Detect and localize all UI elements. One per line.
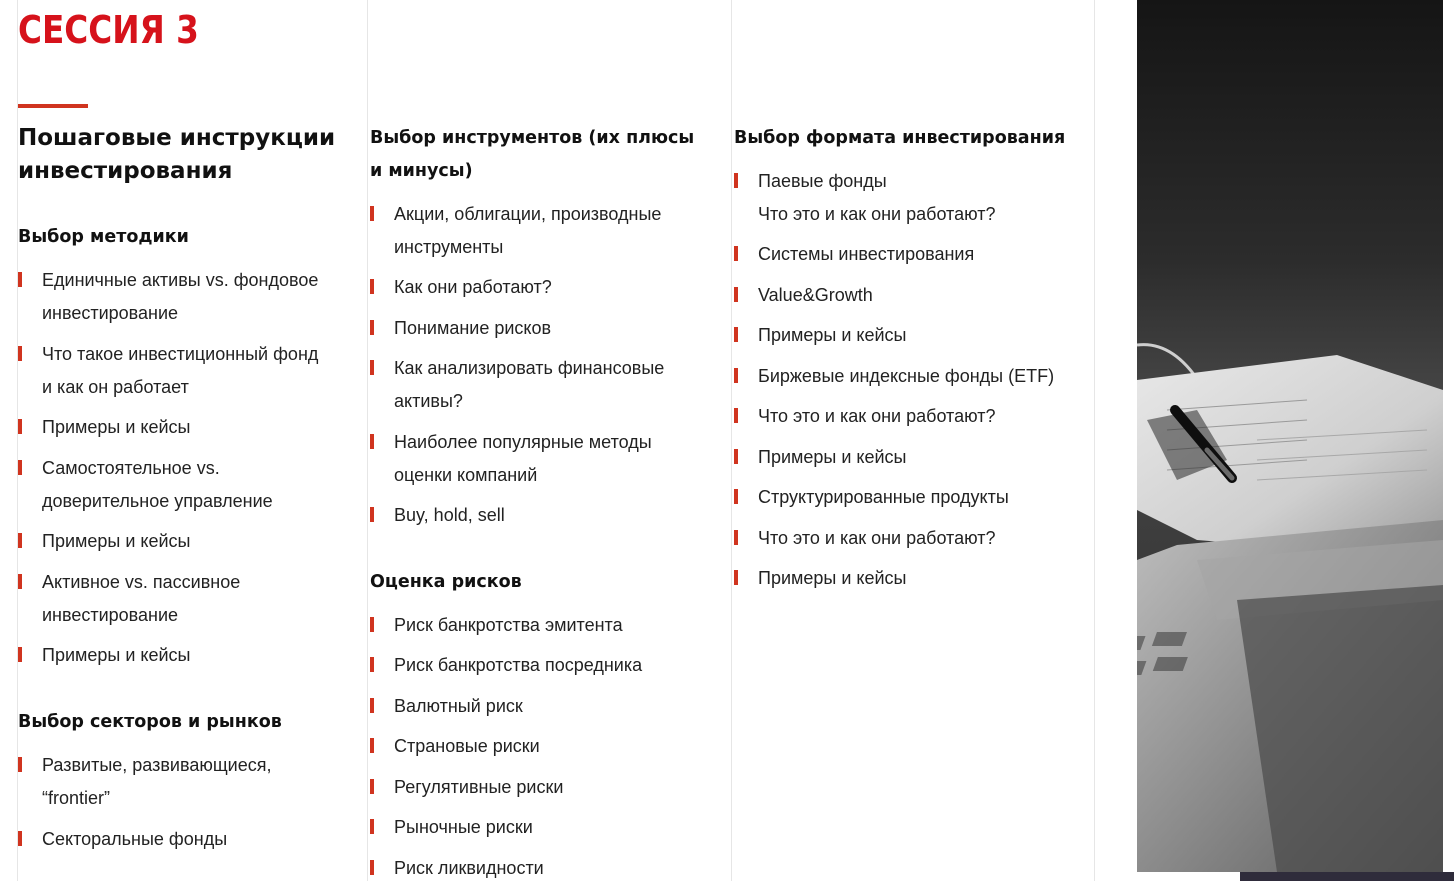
bullet-marker [370, 360, 374, 375]
list-item: Регулятивные риски [394, 771, 563, 804]
list-item: Страновые риски [394, 730, 540, 763]
bullet-marker [734, 246, 738, 261]
accent-bar [18, 104, 88, 108]
list-item: Риск ликвидности [394, 852, 544, 881]
bullet-marker [18, 346, 22, 361]
bullet-marker [370, 434, 374, 449]
bullet-marker [370, 617, 374, 632]
column-divider [1094, 0, 1095, 881]
list-item: Риск банкротства посредника [394, 649, 642, 682]
list-item: Паевые фонды Что это и как они работают? [758, 165, 995, 231]
main-heading: Пошаговые инструкции инвестирования [18, 125, 336, 184]
list-item: Рыночные риски [394, 811, 533, 844]
section-heading-risks: Оценка рисков [370, 572, 522, 592]
list-item: Примеры и кейсы [42, 639, 190, 672]
column-divider [367, 0, 368, 881]
bullet-marker [18, 647, 22, 662]
bullet-marker [18, 419, 22, 434]
session-title: СЕССИЯ 3 [18, 8, 199, 52]
list-item: Примеры и кейсы [758, 319, 906, 352]
bullet-marker [734, 408, 738, 423]
bullet-marker [734, 327, 738, 342]
section-heading-sectors: Выбор секторов и рынков [18, 712, 282, 732]
bullet-marker [734, 368, 738, 383]
list-item: Секторальные фонды [42, 823, 227, 856]
list-item: Риск банкротства эмитента [394, 609, 623, 642]
bullet-marker [370, 657, 374, 672]
list-item: Value&Growth [758, 279, 873, 312]
list-item: Что такое инвестиционный фонд и как он работает [42, 338, 318, 404]
list-item: Системы инвестирования [758, 238, 974, 271]
bullet-marker [18, 272, 22, 287]
bullet-marker [18, 533, 22, 548]
column-divider [731, 0, 732, 881]
list-item: Структурированные продукты [758, 481, 1009, 514]
bullet-marker [370, 819, 374, 834]
bullet-marker [370, 320, 374, 335]
bullet-marker [18, 574, 22, 589]
list-item: Активное vs. пассивное инвестирование [42, 566, 240, 632]
section-heading-format: Выбор формата инвестирования [734, 128, 1066, 148]
bullet-marker [734, 173, 738, 188]
bullet-marker [370, 779, 374, 794]
list-item: Наиболее популярные методы оценки компаний [394, 426, 652, 492]
bullet-marker [734, 570, 738, 585]
bullet-marker [370, 206, 374, 221]
bullet-marker [18, 757, 22, 772]
notebook-laptop-photo [1137, 0, 1443, 872]
section-heading-instruments: Выбор инструментов (их плюсы и минусы) [370, 128, 695, 181]
list-item: Что это и как они работают? [758, 400, 995, 433]
list-item: Примеры и кейсы [42, 525, 190, 558]
list-item: Биржевые индексные фонды (ETF) [758, 360, 1054, 393]
list-item: Примеры и кейсы [758, 441, 906, 474]
photo-illustration [1137, 0, 1443, 872]
bullet-marker [370, 507, 374, 522]
bullet-marker [18, 460, 22, 475]
list-item: Buy, hold, sell [394, 499, 505, 532]
list-item: Акции, облигации, производные инструменты [394, 198, 661, 264]
list-item: Самостоятельное vs. доверительное управление [42, 452, 273, 518]
list-item: Примеры и кейсы [758, 562, 906, 595]
list-item: Что это и как они работают? [758, 522, 995, 555]
list-item: Как анализировать финансовые активы? [394, 352, 664, 418]
bullet-marker [734, 530, 738, 545]
bullet-marker [734, 449, 738, 464]
photo-footer-strip [1240, 872, 1454, 881]
list-item: Единичные активы vs. фондовое инвестирование [42, 264, 318, 330]
list-item: Развитые, развивающиеся, “frontier” [42, 749, 271, 815]
list-item: Понимание рисков [394, 312, 551, 345]
bullet-marker [370, 698, 374, 713]
list-item: Валютный риск [394, 690, 523, 723]
bullet-marker [734, 489, 738, 504]
section-heading-methodology: Выбор методики [18, 227, 189, 247]
list-item: Как они работают? [394, 271, 552, 304]
bullet-marker [18, 831, 22, 846]
list-item: Примеры и кейсы [42, 411, 190, 444]
bullet-marker [370, 738, 374, 753]
bullet-marker [370, 279, 374, 294]
bullet-marker [734, 287, 738, 302]
bullet-marker [370, 860, 374, 875]
